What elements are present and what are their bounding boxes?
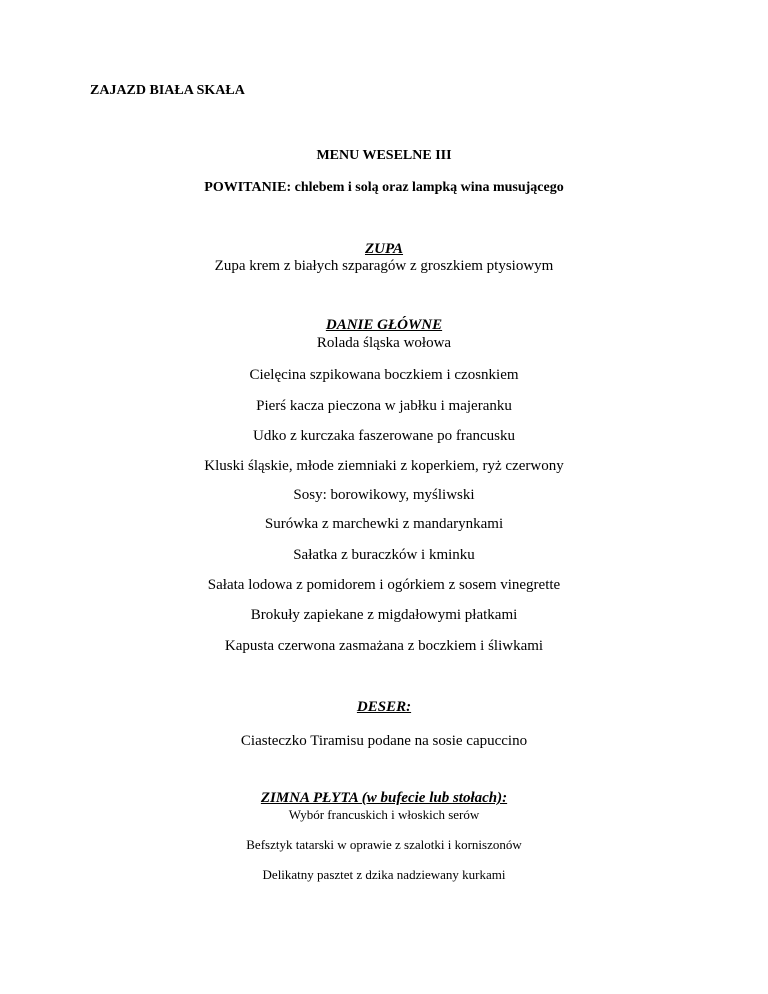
welcome-line: POWITANIE: chlebem i solą oraz lampką wina musującego [204,180,564,195]
section-heading-dessert: DESER: [356,699,412,715]
main-item: Sosy: borowikowy, myśliwski [293,487,475,503]
section-heading-cold-plate: ZIMNA PŁYTA (w bufecie lub stołach): [260,790,508,806]
section-heading-main: DANIE GŁÓWNE [325,317,443,333]
main-item: Sałata lodowa z pomidorem i ogórkiem z sosem vinegrette [207,577,561,593]
main-item: Brokuły zapiekane z migdałowymi płatkami [250,607,518,623]
main-item: Kapusta czerwona zasmażana z boczkiem i śliwkami [224,638,544,654]
main-item: Surówka z marchewki z mandarynkami [264,516,504,532]
section-heading-soup: ZUPA [364,241,404,257]
main-item: Udko z kurczaka faszerowane po francusku [253,428,515,444]
main-item: Kluski śląskie, młode ziemniaki z koperkiem, ryż czerwony [204,458,564,474]
cold-plate-item: Delikatny pasztet z dzika nadziewany kurkami [262,867,506,882]
cold-plate-item: Befsztyk tatarski w oprawie z szalotki i korniszonów [246,837,522,852]
menu-title: MENU WESELNE III [316,148,452,163]
main-item: Cielęcina szpikowana boczkiem i czosnkiem [249,367,519,383]
cold-plate-item: Wybór francuskich i włoskich serów [288,807,480,822]
main-item: Rolada śląska wołowa [316,335,452,351]
restaurant-name: ZAJAZD BIAŁA SKAŁA [90,83,245,98]
main-item: Sałatka z buraczków i kminku [293,547,475,563]
main-item: Pierś kacza pieczona w jabłku i majeranku [256,398,512,414]
soup-item: Zupa krem z białych szparagów z groszkiem ptysiowym [214,258,554,274]
dessert-item: Ciasteczko Tiramisu podane na sosie capuccino [240,733,528,749]
